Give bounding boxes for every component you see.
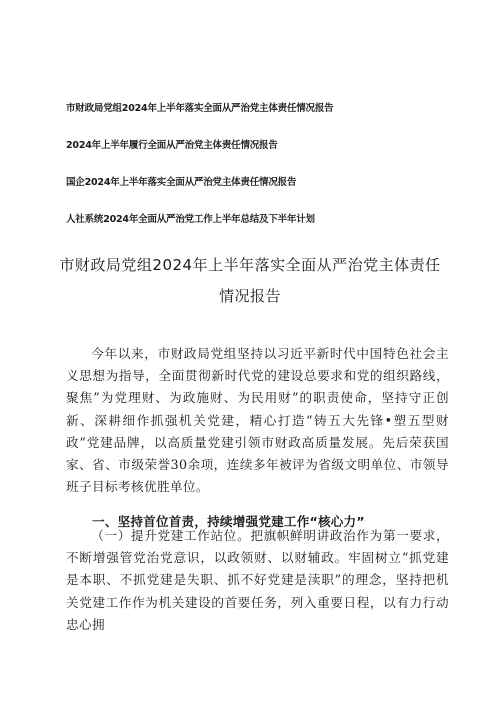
- toc-item[interactable]: 市财政局党组2024年上半年落实全面从严治党主体责任情况报告: [66, 103, 334, 114]
- toc-item[interactable]: 人社系统2024年全面从严治党工作上半年总结及下半年计划: [66, 214, 315, 225]
- section-heading: 一、坚持首位首责，持续增强党建工作“核心力”: [92, 514, 365, 529]
- document-title-line-2: 情况报告: [218, 287, 281, 305]
- intro-paragraph: 今年以来，市财政局党组坚持以习近平新时代中国特色社会主义思想为指导，全面贯彻新时代党的建设总要求和党的组织路线，聚焦”为党理财、为政施财、为民用财”的职责使命，坚持守正创新、深耕细作抓强机关党建，精心打造“铸五大先锋•塑五型财政”党建品牌，以高质量党建引领市财政高质量发展。先后荣获国家、省、市级荣誉30余项，连续多年被评为省级文明单位、市领导班子目标考核优胜单位。: [66, 346, 449, 495]
- section-body: [66, 525, 449, 636]
- toc-item[interactable]: 2024年上半年履行全面从严治党主体责任情况报告: [66, 140, 278, 151]
- intro-paragraph-block: [66, 343, 449, 498]
- section-paragraph: （一）提升党建工作站位。把旗帜鲜明讲政治作为第一要求，不断增强管党治党意识，以政领财、以财辅政。牢固树立“抓党建是本职、不抓党建是失职、抓不好党建是渎职”的理念，坚持把机关党建工作作为机关建设的首要任务，列入重要日程，以有力行动忠心拥: [66, 528, 449, 632]
- toc-item[interactable]: 国企2024年上半年落实全面从严治党主体责任情况报告: [66, 177, 297, 188]
- document-title-line-1: 市财政局党组2024年上半年落实全面从严治党主体责任: [59, 256, 441, 274]
